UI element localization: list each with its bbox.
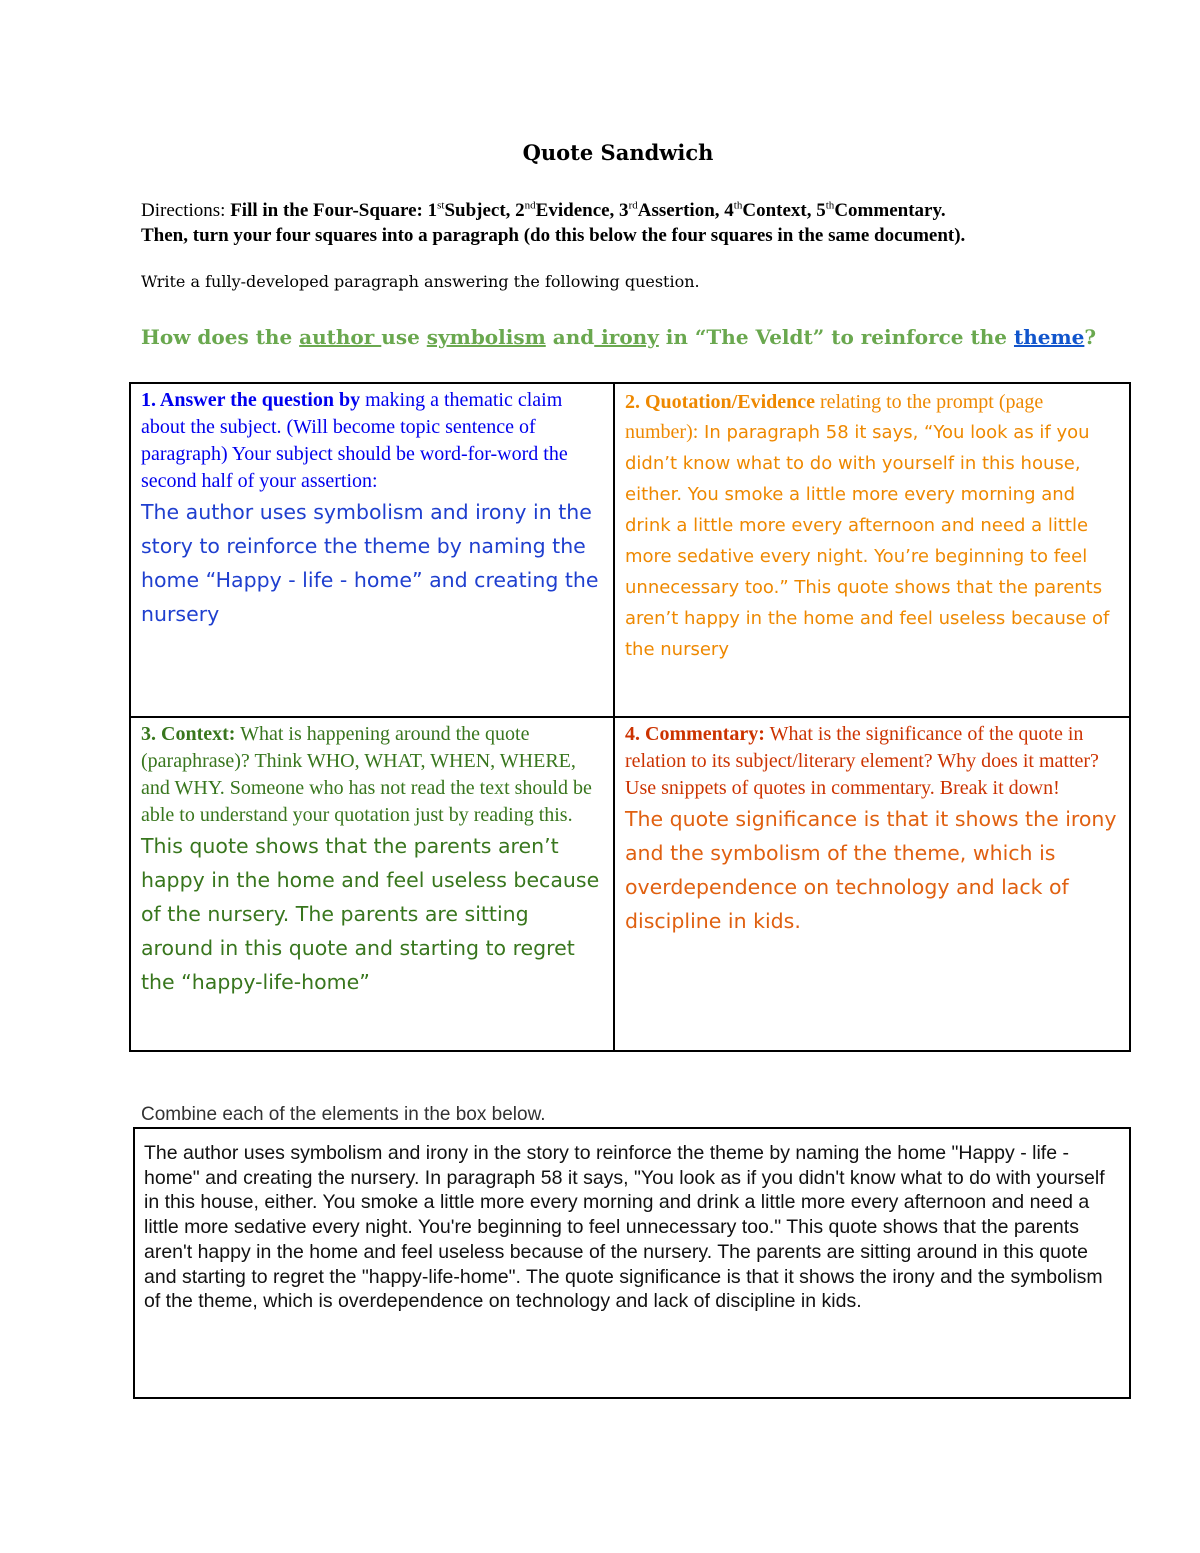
question-author: author <box>299 325 382 349</box>
combined-paragraph: The author uses symbolism and irony in the story to reinforce the theme by naming the home "Happy - life - home" and creating the nursery. In paragraph 58 it says, "You look as if you didn't know what to do with yourself in this house, either. You smoke a little more every morning and drink a little more every afternoon and need a little more sedative every night. You're beginning to feel unnecessary too." This quote shows that the parents aren't happy in the home and feel useless because of the nursery. The parents are sitting around in this quote and starting to regret the "happy-life-home". The quote significance is that it shows the irony and the symbolism of the theme, which is overdependence on technology and lack of discipline in kids. <box>144 1142 1105 1313</box>
square-prompt <box>625 387 1121 665</box>
step-text: Commentary. <box>834 200 946 221</box>
step-sup: rd <box>628 199 638 212</box>
square-label: 4. Commentary: <box>625 723 765 745</box>
directions-line2: Then, turn your four squares into a paragraph (do this below the four squares in the same document). <box>141 225 966 246</box>
step-text: Assertion, 4 <box>637 200 734 221</box>
question-part: use <box>381 325 427 349</box>
square-prompt <box>141 721 605 829</box>
square-label: 2. Quotation/Evidence <box>625 391 816 413</box>
square-evidence[interactable] <box>615 384 1129 716</box>
question-part: in “The Veldt” to reinforce the <box>658 325 1014 349</box>
question-symbolism: symbolism <box>426 325 546 349</box>
write-instruction: Write a fully-developed paragraph answering the following question. <box>141 272 700 291</box>
step-sup: th <box>825 199 835 212</box>
square-answer: This quote shows that the parents aren’t happy in the home and feel useless because of the nursery. The parents are sitting around in this quote and starting to regret the “happy-life-home” <box>141 834 600 994</box>
step-text: Subject, 2 <box>444 200 525 221</box>
question-irony: irony <box>594 325 659 349</box>
square-subject[interactable] <box>131 384 613 716</box>
four-square-grid <box>129 382 1131 1052</box>
step-text: Evidence, 3 <box>535 200 629 221</box>
square-instructions: What is the significance of the quote in relation to its subject/literary element? Why does it matter? Use snippets of quotes in commentary. Break it down! <box>625 723 1099 799</box>
page-title: Quote Sandwich <box>522 140 714 165</box>
square-commentary[interactable] <box>615 718 1129 1050</box>
directions-step-intro: Fill in the Four-Square: 1 <box>230 200 438 221</box>
step-sup: th <box>733 199 743 212</box>
step-sup: st <box>437 199 445 212</box>
square-label: 3. Context: <box>141 723 236 745</box>
question-part: and <box>545 325 595 349</box>
directions <box>141 198 1141 248</box>
square-prompt <box>625 721 1121 802</box>
square-instructions: relating to the prompt (page number): <box>625 391 1044 443</box>
square-instructions: making a thematic claim about the subject. (Will become topic sentence of paragraph) Your subject should be word-for-word the second half of your assertion: <box>141 389 568 492</box>
square-prompt <box>141 387 605 495</box>
question-part: How does the <box>141 325 300 349</box>
step-sup: nd <box>524 199 536 212</box>
question-part: ? <box>1084 325 1097 349</box>
combine-label: Combine each of the elements in the box below. <box>141 1104 546 1125</box>
square-label: 1. Answer the question by <box>141 389 361 411</box>
question-theme: theme <box>1013 325 1085 349</box>
step-text: Context, 5 <box>742 200 826 221</box>
square-answer: The quote significance is that it shows the irony and the symbolism of the theme, which is overdependence on technology and lack of discipline in kids. <box>625 807 1117 933</box>
directions-label: Directions: <box>141 200 231 221</box>
essay-question <box>141 325 1096 349</box>
combined-paragraph-box[interactable] <box>133 1127 1131 1399</box>
square-instructions: What is happening around the quote (paraphrase)? Think WHO, WHAT, WHEN, WHERE, and WHY. Someone who has not read the text should be able to understand your quotation just by reading this. <box>141 723 592 826</box>
square-answer: In paragraph 58 it says, “You look as if you didn’t know what to do with yourself in this house, either. You smoke a little more every morning and drink a little more every afternoon and need a little more sedative every night. You’re beginning to feel unnecessary too.” This quote shows that the parents aren’t happy in the home and feel useless because of the nursery <box>625 422 1110 660</box>
square-context[interactable] <box>131 718 613 1050</box>
square-answer: The author uses symbolism and irony in the story to reinforce the theme by naming the home “Happy - life - home” and creating the nursery <box>141 500 599 626</box>
